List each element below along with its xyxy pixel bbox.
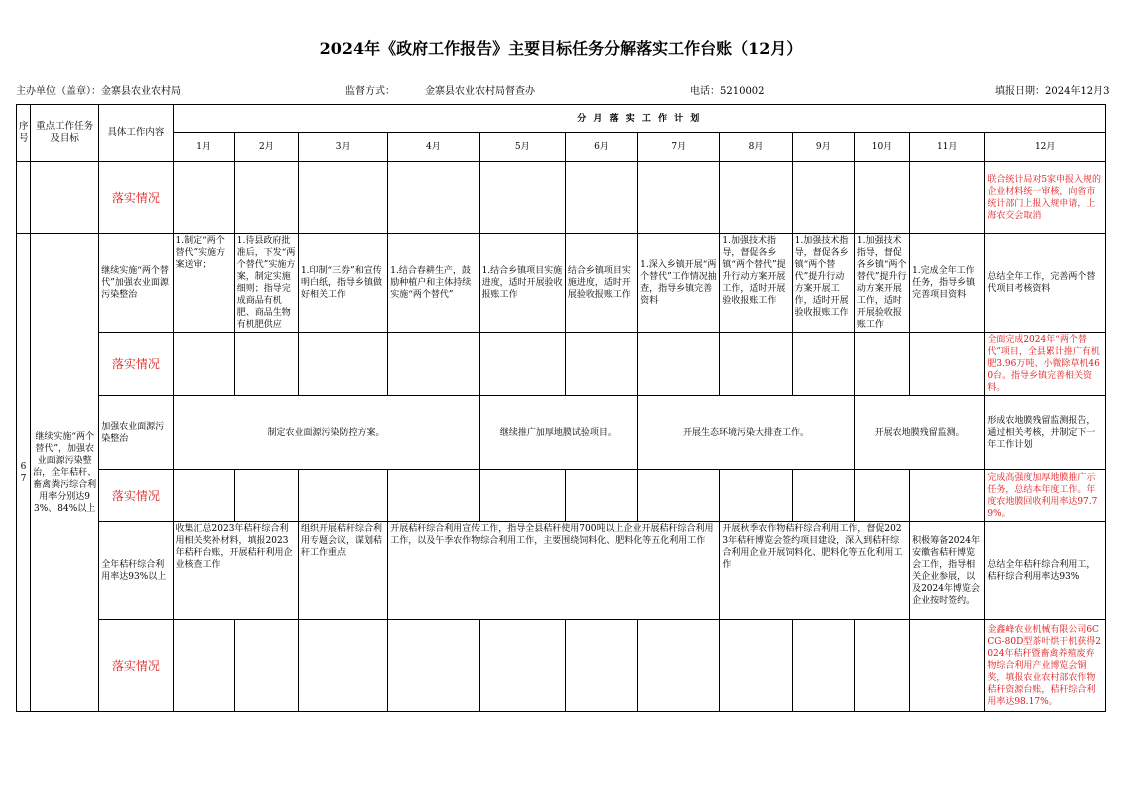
plan-cell: 总结全年工作，完善两个替代项目考核资料 [985,234,1106,333]
plan-cell: 积极筹备2024年安徽省秸秆博览会工作，指导相关企业参展，以及2024年博览会企业按时签约。 [910,522,985,620]
month-header: 7月 [638,133,720,162]
plan-cell: 1.印制“三券”和宣传明白纸，指导乡镇做好相关工作 [298,234,387,333]
table-row [17,333,1106,396]
plan-cell: 1.待县政府批准后，下发“两个替代”实施方案，制定实施细则；指导完成商品有机肥、商品生物有机肥供应 [234,234,298,333]
content-cell: 全年秸秆综合利用率达93%以上 [99,522,173,620]
table-row [17,396,1106,470]
result-cell: 完成高强度加厚地膜推广示任务，总结本年度工作。年度农地膜回收利用率达97.79%。 [985,470,1106,522]
supervise-label: 监督方式： [345,86,395,97]
plan-cell: 继续推广加厚地膜试验项目。 [479,396,638,470]
phone: 电话：5210002 [690,86,765,97]
month-header: 3月 [298,133,387,162]
task-ledger-table [16,104,1106,712]
header-key-task: 重点工作任务及目标 [31,105,99,162]
row-seq: 67 [17,234,31,712]
plan-cell: 开展农地膜残留监测。 [854,396,984,470]
supervise-value: 金寨县农业农村局督查办 [425,86,535,97]
table-row [17,234,1106,333]
table-row [17,470,1106,522]
result-cell: 全面完成2024年“两个替代”项目，全县累计推广有机肥3.96万吨、小微除草机460台。指导乡镇完善相关资料。 [985,333,1106,396]
implement-label: 落实情况 [99,162,173,234]
content-cell: 继续实施“两个替代”加强农业面源污染整治 [99,234,173,333]
plan-cell: 开展秸秆综合利用宣传工作，指导全县秸秆使用700吨以上企业开展秸秆综合利用工作，以及午季农作物综合利用工作，主要围绕饲料化、肥料化等五化利用工作 [388,522,720,620]
fill-date: 填报日期：2024年12月3 [995,86,1110,97]
plan-cell: 1.完成全年工作任务，指导乡镇完善项目资料 [910,234,985,333]
implement-label: 落实情况 [99,333,173,396]
plan-cell: 形成农地膜残留监测报告，通过相关考核，并制定下一年工作计划 [985,396,1106,470]
month-header: 4月 [388,133,479,162]
plan-cell: 收集汇总2023年秸秆综合利用相关奖补材料，填报2023年秸秆台账，开展秸秆利用企业核查工作 [173,522,298,620]
month-header: 5月 [479,133,565,162]
plan-cell: 1.制定“两个替代”实施方案送审； [173,234,234,333]
header-content: 具体工作内容 [99,105,173,162]
header-plan: 分 月 落 实 工 作 计 划 [173,105,1105,133]
page-title: 2024年《政府工作报告》主要目标任务分解落实工作台账（12月） [319,39,803,58]
month-header: 1月 [173,133,234,162]
plan-cell: 1.结合乡镇项目实施进度，适时开展验收报账工作 [479,234,565,333]
implement-label: 落实情况 [99,620,173,712]
month-header: 2月 [234,133,298,162]
plan-cell: 1.加强技术指导，督促各乡镇“两个替代”提升行动方案开展工作，适时开展验收报账工作 [854,234,909,333]
month-header: 11月 [910,133,985,162]
seq-cell [17,162,31,234]
plan-cell: 开展生态环境污染大排查工作。 [638,396,855,470]
month-header: 9月 [792,133,854,162]
plan-cell: 1.结合春耕生产，鼓励种植户和主体持续实施“两个替代” [388,234,479,333]
month-header: 12月 [985,133,1106,162]
plan-cell: 1.加强技术指导，督促各乡镇“两个替代”提升行动方案开展工作，适时开展验收报账工作 [792,234,854,333]
table-row [17,620,1106,712]
header-seq: 序号 [17,105,31,162]
result-dec: 联合统计局对5家申报入规的企业材料统一审核，向省市统计部门上报入规申请，上海农交会取消 [985,162,1106,234]
month-header: 10月 [854,133,909,162]
table-row [17,522,1106,620]
content-cell: 加强农业面源污染整治 [99,396,173,470]
month-header: 8月 [720,133,792,162]
key-task-text: 继续实施“两个替代”，加强农业面源污染整治，全年秸秆、畜禽粪污综合利用率分别达93%、84%以上 [31,234,99,712]
implement-label: 落实情况 [99,470,173,522]
header-row-1 [17,105,1106,133]
plan-cell: 组织开展秸秆综合利用专题会议，谋划秸秆工作重点 [298,522,387,620]
header-row-months [17,133,1106,162]
plan-cell: 制定农业面源污染防控方案。 [173,396,479,470]
plan-cell: 1.深入乡镇开展“两个替代”工作情况抽查，指导乡镇完善资料 [638,234,720,333]
table-row [17,162,1106,234]
plan-cell: 1.加强技术指导，督促各乡镇“两个替代”提升行动方案开展工作，适时开展验收报账工作 [720,234,792,333]
month-header: 6月 [565,133,637,162]
result-cell: 金鑫峰农业机械有限公司6CCG-80D型茶叶烘干机获得2024年秸秆暨畜禽养殖废弃物综合利用产业博览会铜奖，填报农业农村部农作物秸秆资源台账，秸秆综合利用率达98.17%。 [985,620,1106,712]
plan-cell: 总结全年秸秆综合利用工，秸秆综合利用率达93% [985,522,1106,620]
key-task-cell [31,162,99,234]
plan-cell: 结合乡镇项目实施进度，适时开展验收报账工作 [565,234,637,333]
plan-cell: 开展秋季农作物秸秆综合利用工作，督促2023年秸秆博览会签约项目建设，深入到秸秆综合利用企业开展饲料化、肥料化等五化利用工作 [720,522,910,620]
host-unit: 主办单位（盖章）：金寨县农业农村局 [16,86,181,97]
